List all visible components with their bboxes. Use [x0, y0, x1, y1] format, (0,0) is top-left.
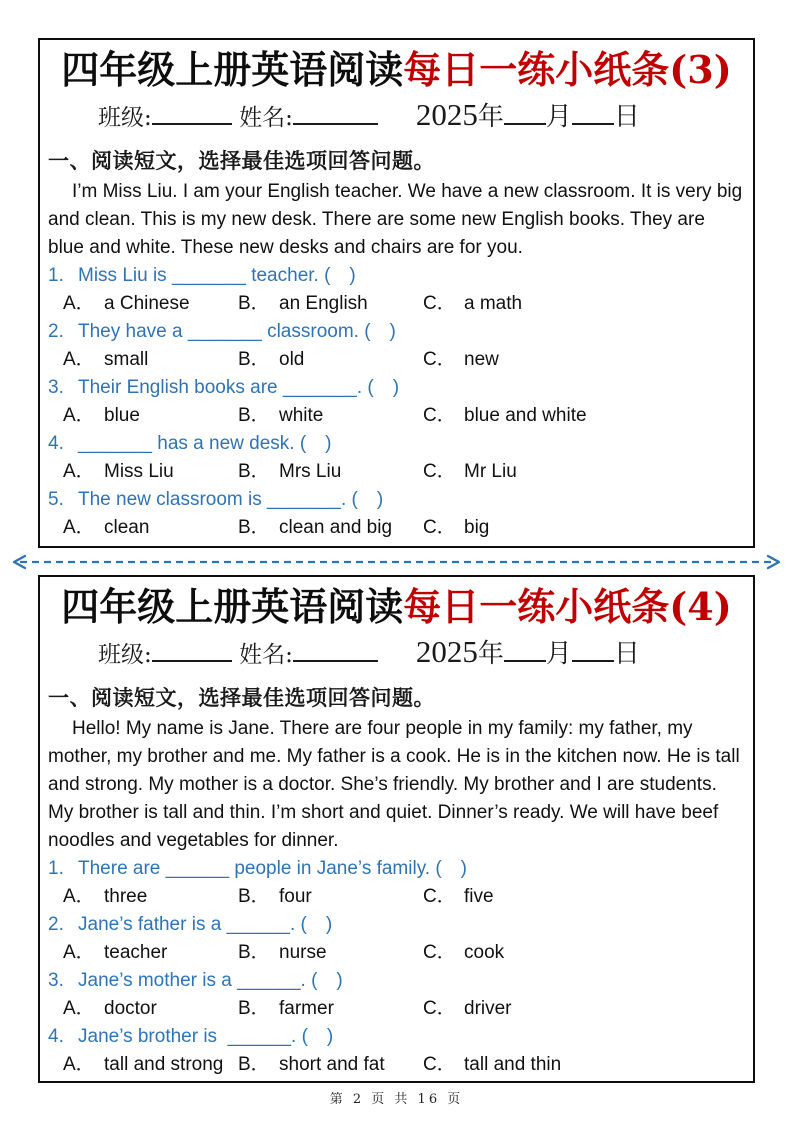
- class-label: 班级:: [98, 105, 152, 131]
- option-a: [63, 883, 238, 911]
- day-char: 日: [613, 639, 640, 669]
- question-number: 2.: [48, 321, 64, 342]
- option-b: [238, 346, 423, 374]
- day-blank-line: [572, 121, 614, 125]
- title-red-part: 每日一练小纸条(4): [403, 584, 732, 629]
- question-number: 4.: [48, 1026, 64, 1047]
- option-letter: A．: [63, 293, 95, 314]
- dashed-arrow-line: [0, 553, 793, 571]
- month-char: 月: [545, 639, 572, 669]
- reading-passage: I’m Miss Liu. I am your English teacher. We have a new classroom. It is very big and clean. This is my new desk. There are some new English books. They are blue and white. These new desks and chairs are for you.: [48, 181, 743, 258]
- option-letter: A．: [63, 998, 95, 1019]
- sheet-title: [40, 583, 753, 631]
- practice-slip-4: [38, 575, 755, 1083]
- option-letter: B．: [238, 349, 270, 370]
- cut-line-divider: [0, 548, 793, 575]
- option-letter: B．: [238, 1054, 270, 1075]
- question-number: 3.: [48, 377, 64, 398]
- option-letter: A．: [63, 886, 95, 907]
- option-c: [423, 402, 753, 430]
- option-b: [238, 402, 423, 430]
- title-red-part: 每日一练小纸条(3): [403, 47, 732, 92]
- option-letter: C．: [423, 405, 456, 426]
- day-char: 日: [613, 102, 640, 132]
- option-text: Mrs Liu: [279, 461, 342, 482]
- section-heading: 一、阅读短文，选择最佳选项回答问题。: [48, 685, 435, 710]
- year-number: 2025: [415, 634, 478, 669]
- option-letter: C．: [423, 942, 456, 963]
- option-b: [238, 939, 423, 967]
- option-letter: B．: [238, 461, 270, 482]
- question-1: [48, 855, 753, 883]
- option-b: [238, 883, 423, 911]
- month-blank-line: [504, 121, 546, 125]
- question-5: [48, 486, 753, 514]
- name-blank-line: [293, 121, 378, 125]
- options-row-3: [63, 402, 753, 430]
- page-footer: 第 2 页 共 16 页: [329, 1092, 464, 1107]
- question-number: 2.: [48, 914, 64, 935]
- option-text: blue and white: [464, 405, 587, 426]
- option-text: big: [464, 517, 490, 538]
- option-text: Miss Liu: [104, 461, 174, 482]
- year-char: 年: [477, 639, 504, 669]
- option-b: [238, 1051, 423, 1079]
- option-text: teacher: [104, 942, 168, 963]
- option-text: five: [464, 886, 494, 907]
- month-blank-line: [504, 658, 546, 662]
- day-blank-line: [572, 658, 614, 662]
- option-b: [238, 995, 423, 1023]
- option-b: [238, 458, 423, 486]
- options-row-1: [63, 290, 753, 318]
- option-a: [63, 402, 238, 430]
- option-text: a math: [464, 293, 523, 314]
- question-text: Their English books are _______. ( ): [78, 377, 400, 398]
- option-letter: B．: [238, 293, 270, 314]
- question-number: 1.: [48, 858, 64, 879]
- question-number: 1.: [48, 265, 64, 286]
- option-text: driver: [464, 998, 512, 1019]
- option-letter: A．: [63, 349, 95, 370]
- options-row-4: [63, 1051, 753, 1079]
- option-letter: C．: [423, 517, 456, 538]
- year-number: 2025: [415, 97, 478, 132]
- option-text: a Chinese: [104, 293, 190, 314]
- option-b: [238, 514, 423, 542]
- question-text: Miss Liu is _______ teacher. ( ): [78, 265, 356, 286]
- question-number: 3.: [48, 970, 64, 991]
- option-a: [63, 290, 238, 318]
- option-letter: B．: [238, 942, 270, 963]
- options-row-2: [63, 939, 753, 967]
- class-blank-line: [152, 658, 232, 662]
- option-text: white: [279, 405, 324, 426]
- option-letter: B．: [238, 886, 270, 907]
- option-text: cook: [464, 942, 505, 963]
- option-letter: A．: [63, 1054, 95, 1075]
- option-letter: C．: [423, 886, 456, 907]
- option-text: old: [279, 349, 305, 370]
- question-text: Jane’s mother is a ______. ( ): [78, 970, 343, 991]
- question-3: [48, 374, 753, 402]
- option-c: [423, 346, 753, 374]
- option-c: [423, 514, 753, 542]
- option-text: short and fat: [279, 1054, 385, 1075]
- option-c: [423, 939, 753, 967]
- student-info-line: [98, 633, 753, 671]
- option-c: [423, 883, 753, 911]
- option-text: clean: [104, 517, 150, 538]
- question-3: [48, 967, 753, 995]
- option-letter: C．: [423, 293, 456, 314]
- option-text: nurse: [279, 942, 327, 963]
- option-text: three: [104, 886, 148, 907]
- option-text: new: [464, 349, 499, 370]
- option-text: blue: [104, 405, 140, 426]
- option-text: tall and thin: [464, 1054, 562, 1075]
- title-black-part: 四年级上册英语阅读: [61, 584, 404, 629]
- option-a: [63, 458, 238, 486]
- option-letter: C．: [423, 349, 456, 370]
- options-row-4: [63, 458, 753, 486]
- option-text: farmer: [279, 998, 334, 1019]
- question-text: _______ has a new desk. ( ): [78, 433, 332, 454]
- question-text: The new classroom is _______. ( ): [78, 489, 384, 510]
- options-row-5: [63, 514, 753, 542]
- options-row-2: [63, 346, 753, 374]
- option-text: an English: [279, 293, 368, 314]
- name-label: 姓名:: [239, 642, 293, 668]
- options-row-3: [63, 995, 753, 1023]
- question-text: They have a _______ classroom. ( ): [78, 321, 396, 342]
- option-a: [63, 1051, 238, 1079]
- option-c: [423, 290, 753, 318]
- option-c: [423, 458, 753, 486]
- option-a: [63, 346, 238, 374]
- question-text: There are ______ people in Jane’s family. ( ): [78, 858, 468, 879]
- option-letter: A．: [63, 461, 95, 482]
- question-4: [48, 430, 753, 458]
- option-letter: C．: [423, 461, 456, 482]
- option-text: four: [279, 886, 312, 907]
- options-row-1: [63, 883, 753, 911]
- option-a: [63, 514, 238, 542]
- option-letter: B．: [238, 405, 270, 426]
- reading-passage: Hello! My name is Jane. There are four people in my family: my father, my mother, my brother and me. My father is a cook. He is in the kitchen now. He is tall and strong. My mother is a doctor. She’s friendly. My brother and I are students. My brother is tall and thin. I’m short and quiet. Dinner’s ready. We will have beef noodles and vegetables for dinner.: [48, 718, 740, 851]
- option-letter: A．: [63, 517, 95, 538]
- option-c: [423, 1051, 753, 1079]
- question-4: [48, 1023, 753, 1051]
- question-text: Jane’s father is a ______. ( ): [78, 914, 333, 935]
- question-number: 5.: [48, 489, 64, 510]
- question-text: Jane’s brother is ______. ( ): [78, 1026, 334, 1047]
- option-letter: A．: [63, 942, 95, 963]
- question-1: [48, 262, 753, 290]
- class-label: 班级:: [98, 642, 152, 668]
- option-a: [63, 995, 238, 1023]
- section-heading: 一、阅读短文，选择最佳选项回答问题。: [48, 148, 435, 173]
- question-number: 4.: [48, 433, 64, 454]
- option-text: doctor: [104, 998, 157, 1019]
- option-text: Mr Liu: [464, 461, 517, 482]
- option-letter: C．: [423, 1054, 456, 1075]
- title-black-part: 四年级上册英语阅读: [61, 47, 404, 92]
- name-label: 姓名:: [239, 105, 293, 131]
- option-a: [63, 939, 238, 967]
- option-letter: B．: [238, 517, 270, 538]
- practice-slip-3: [38, 38, 755, 548]
- option-b: [238, 290, 423, 318]
- question-2: [48, 318, 753, 346]
- name-blank-line: [293, 658, 378, 662]
- option-letter: C．: [423, 998, 456, 1019]
- sheet-title: [40, 46, 753, 94]
- year-char: 年: [477, 102, 504, 132]
- student-info-line: [98, 96, 753, 134]
- option-letter: B．: [238, 998, 270, 1019]
- class-blank-line: [152, 121, 232, 125]
- option-text: tall and strong: [104, 1054, 224, 1075]
- question-2: [48, 911, 753, 939]
- month-char: 月: [545, 102, 572, 132]
- option-text: small: [104, 349, 149, 370]
- option-c: [423, 995, 753, 1023]
- option-letter: A．: [63, 405, 95, 426]
- option-text: clean and big: [279, 517, 393, 538]
